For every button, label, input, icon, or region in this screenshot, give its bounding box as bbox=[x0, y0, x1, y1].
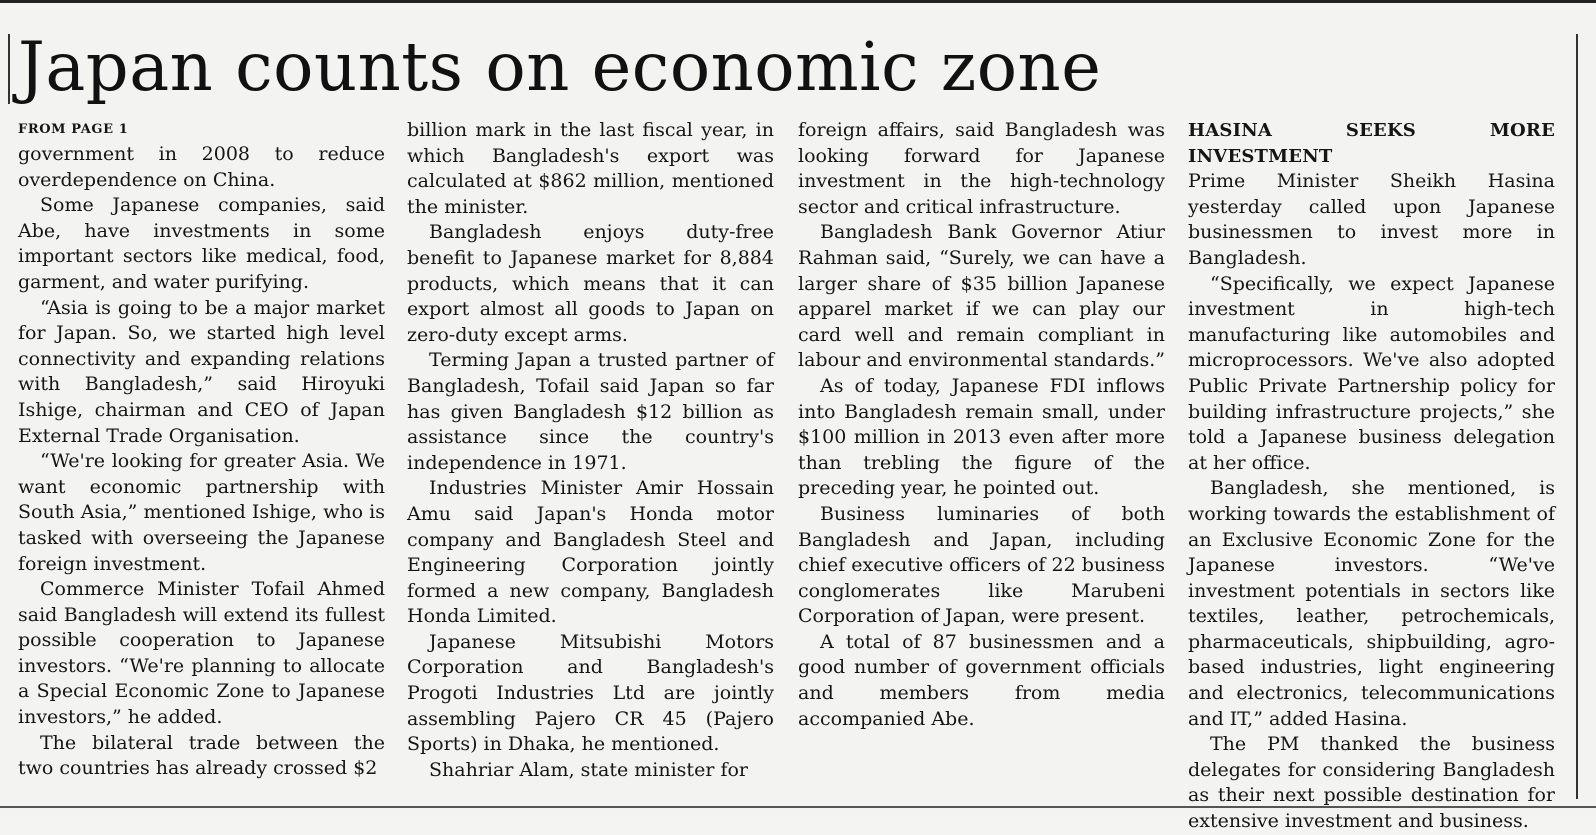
paragraph: Bangladesh, she mentioned, is working towards the establishment of an Exclusive Economic Zone for the Japanese investors. “We've investment potentials in sectors like textiles, leather, petrochemicals, pharmaceuticals, shipbuilding, agro-based industries, light engineering and electronics, telecommunications and IT,” added Hasina. bbox=[1188, 477, 1555, 730]
article-column-2 bbox=[407, 118, 774, 790]
paragraph: Business luminaries of both Bangladesh and Japan, including chief executive officers of 22 business conglomerates like Marubeni Corporation of Japan, were present. bbox=[798, 502, 1165, 628]
paragraph: Industries Minister Amir Hossain Amu said Japan's Honda motor company and Bangladesh Steel and Engineering Corporation jointly formed a new company, Bangladesh Honda Limited. bbox=[407, 477, 774, 628]
paragraph: “Specifically, we expect Japanese investment in high-tech manufacturing like automobiles and microprocessors. We've also adopted Public Private Partnership policy for building infrastructure projects,” she told a Japanese business delegation at her office. bbox=[1188, 272, 1555, 474]
article-column-4 bbox=[1188, 118, 1555, 833]
paragraph: Terming Japan a trusted partner of Bangladesh, Tofail said Japan so far has given Bangladesh $12 billion as assistance since the country's independence in 1971. bbox=[407, 349, 774, 474]
paragraph: The PM thanked the business delegates for considering Bangladesh as their next possible destination for extensive investment and business. bbox=[1188, 733, 1555, 833]
paragraph: Bangladesh enjoys duty-free benefit to Japanese market for 8,884 products, which means that it can export almost all goods to Japan on zero-duty except arms. bbox=[407, 221, 774, 346]
paragraph: Prime Minister Sheikh Hasina yesterday called upon Japanese businessmen to invest more in Bangladesh. bbox=[1188, 170, 1555, 269]
bottom-rule bbox=[0, 806, 1596, 808]
top-rule bbox=[0, 0, 1596, 3]
paragraph: The bilateral trade between the two countries has already crossed $2 bbox=[18, 731, 385, 780]
paragraph: government in 2008 to reduce overdependence on China. bbox=[18, 143, 385, 191]
headline: Japan counts on economic zone bbox=[18, 28, 1102, 106]
article-body bbox=[18, 118, 1555, 833]
paragraph: billion mark in the last fiscal year, in which Bangladesh's export was calculated at $862 million, mentioned the minister. bbox=[407, 119, 774, 218]
paragraph: Japanese Mitsubishi Motors Corporation and Bangladesh's Progoti Industries Ltd are jointly assembling Pajero CR 45 (Pajero Sports) in Dhaka, he mentioned. bbox=[407, 630, 774, 756]
article-column-1 bbox=[18, 118, 385, 790]
paragraph: “We're looking for greater Asia. We want economic partnership with South Asia,” mentioned Ishige, who is tasked with overseeing the Japanese foreign investment. bbox=[18, 450, 385, 575]
paragraph: “Asia is going to be a major market for Japan. So, we started high level connectivity and expanding relations with Bangladesh,” said Hiroyuki Ishige, chairman and CEO of Japan External Trade Organisation. bbox=[18, 296, 385, 447]
headline-left-rule bbox=[8, 34, 10, 104]
paragraph: Some Japanese companies, said Abe, have investments in some important sectors like medical, food, garment, and water purifying. bbox=[18, 194, 385, 293]
continuation-kicker: FROM PAGE 1 bbox=[18, 122, 129, 137]
paragraph: Shahriar Alam, state minister for bbox=[429, 758, 748, 781]
paragraph: Commerce Minister Tofail Ahmed said Bangladesh will extend its fullest possible cooperation to Japanese investors. “We're planning to allocate a Special Economic Zone to Japanese investors,” he added. bbox=[18, 578, 385, 729]
right-border-rule bbox=[1576, 34, 1578, 799]
article-column-3 bbox=[798, 118, 1165, 790]
section-subhead: HASINA SEEKS MORE INVESTMENT bbox=[1188, 120, 1555, 167]
paragraph: As of today, Japanese FDI inflows into Bangladesh remain small, under $100 million in 2013 even after more than trebling the figure of the preceding year, he pointed out. bbox=[798, 374, 1165, 500]
paragraph: foreign affairs, said Bangladesh was looking forward for Japanese investment in the high-technology sector and critical infrastructure. bbox=[798, 119, 1165, 218]
paragraph: Bangladesh Bank Governor Atiur Rahman said, “Surely, we can have a larger share of $35 billion Japanese apparel market if we can play our card well and remain compliant in labour and environmental standards.” bbox=[798, 221, 1165, 372]
paragraph: A total of 87 businessmen and a good number of government officials and members from media accompanied Abe. bbox=[798, 630, 1165, 730]
